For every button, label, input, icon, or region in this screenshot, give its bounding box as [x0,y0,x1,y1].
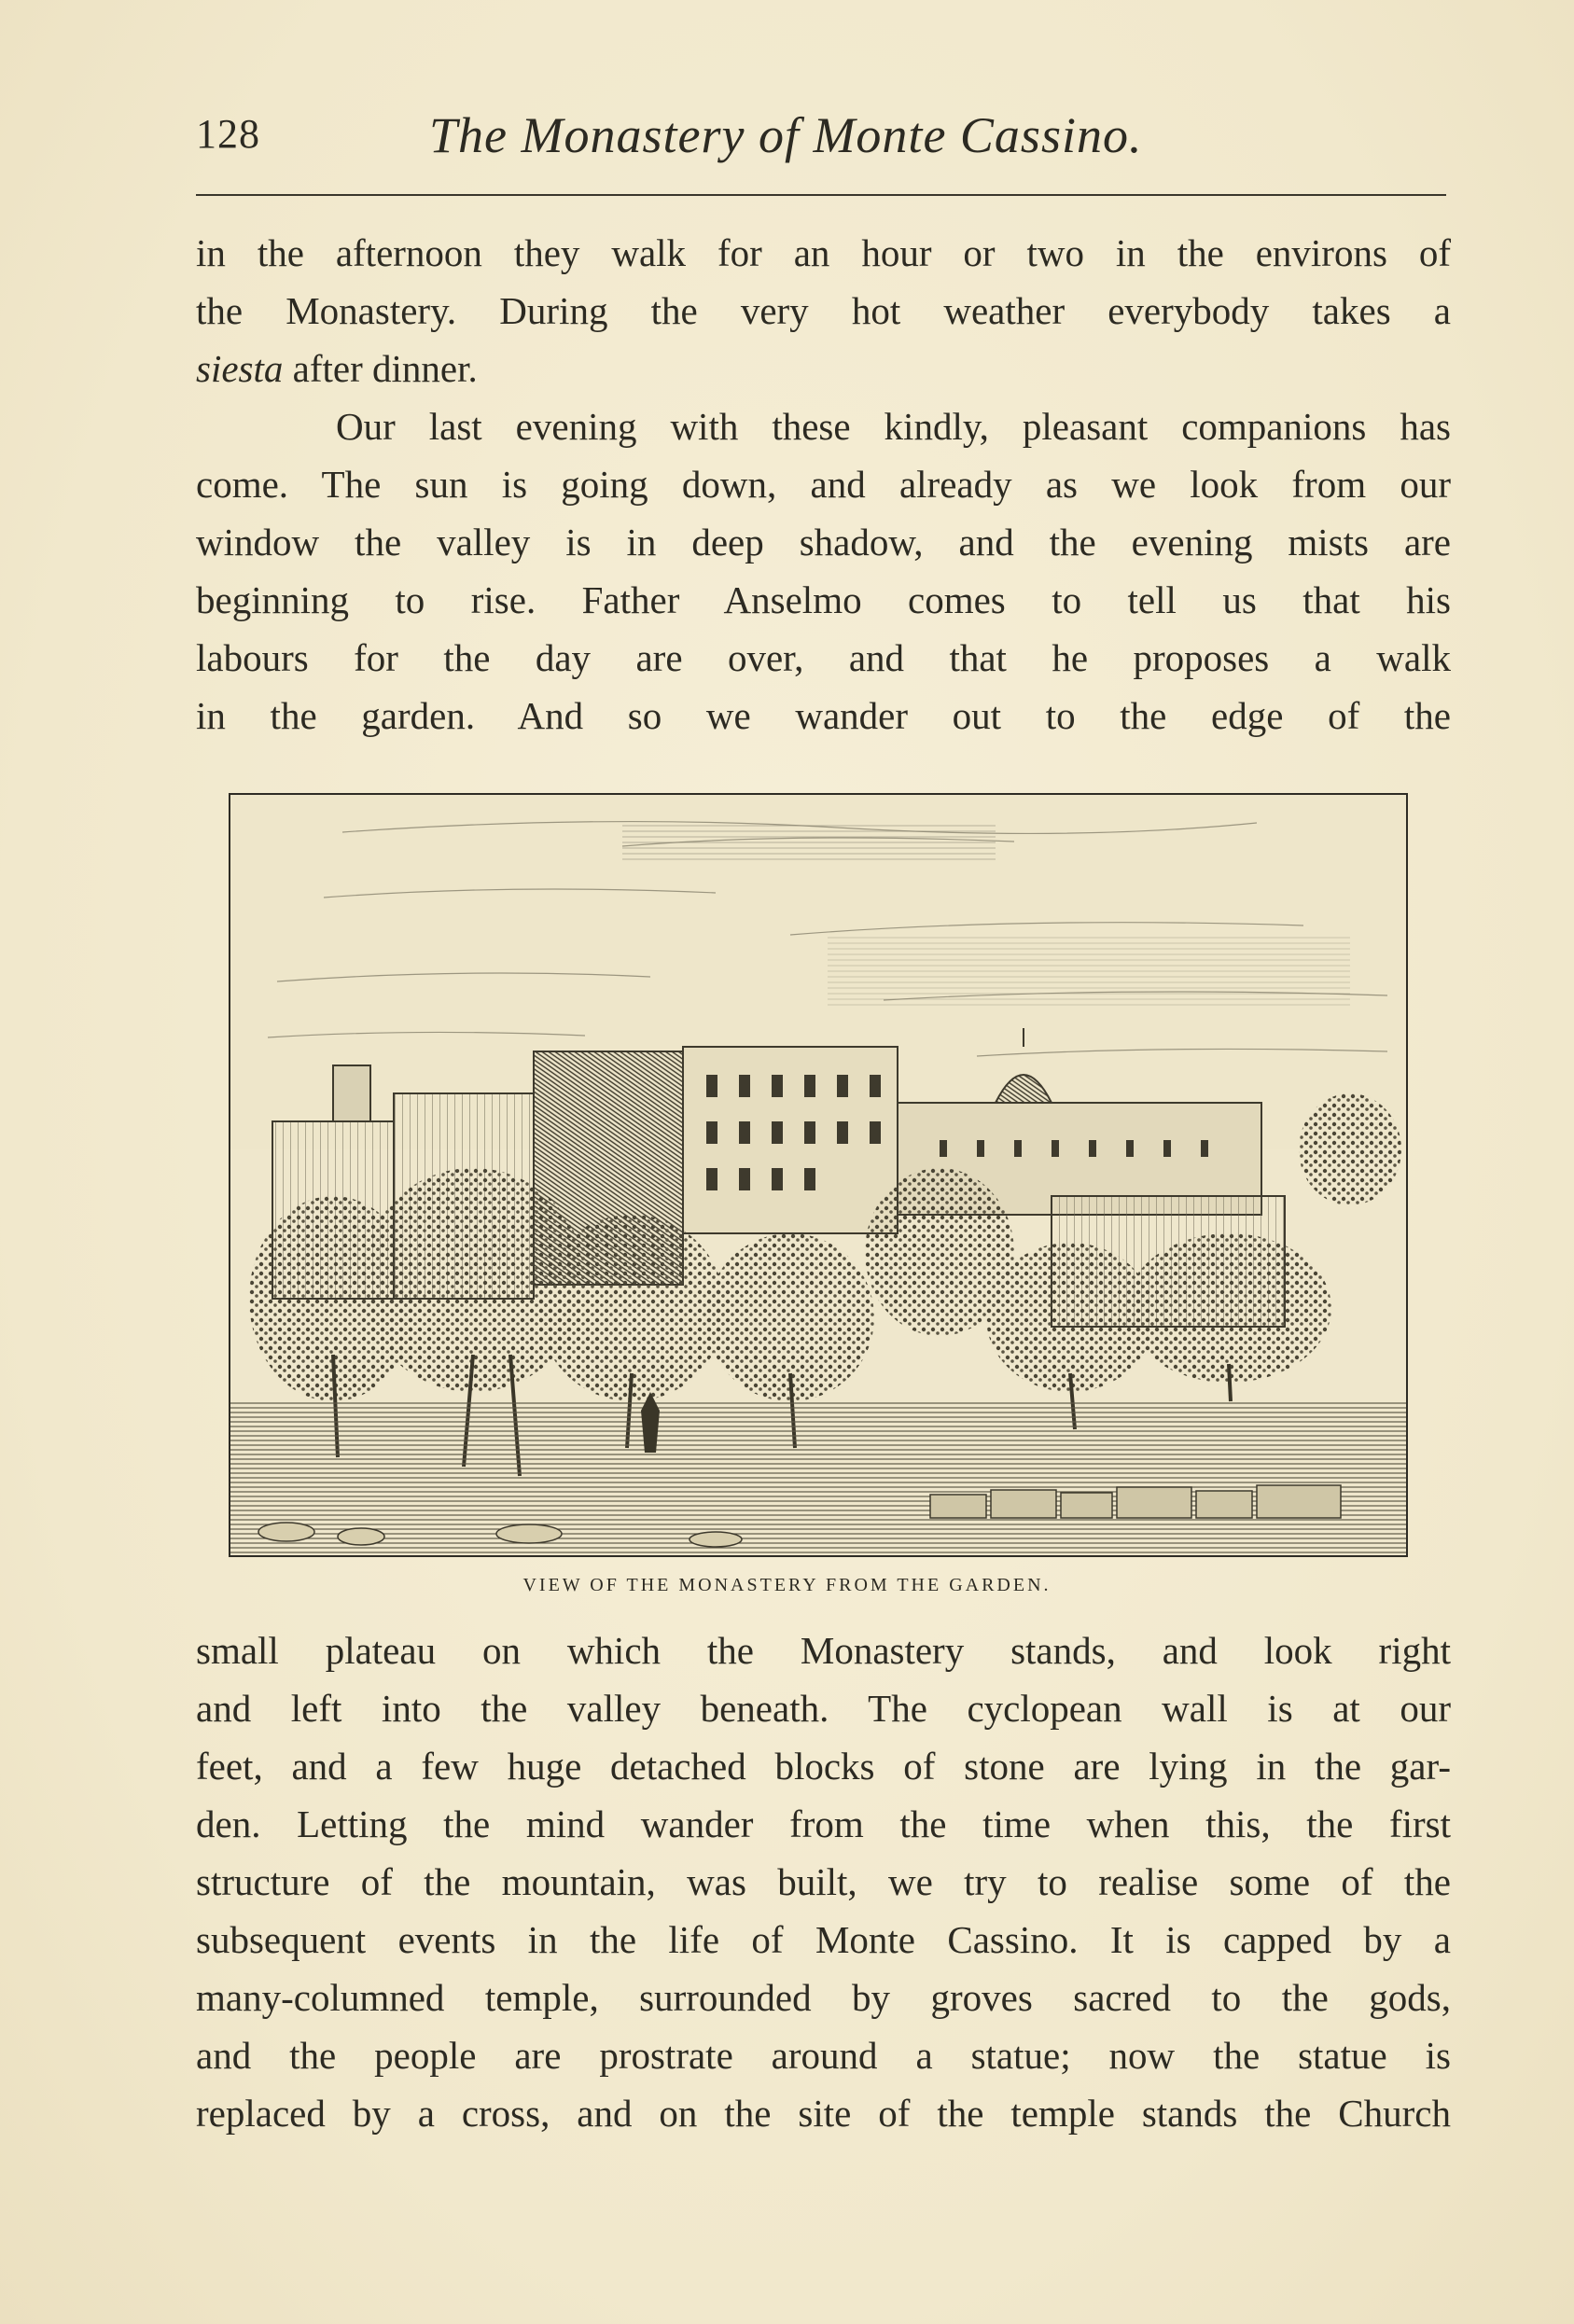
text-line: labours for the day are over, and that he proposes a walk [196,636,1451,679]
text-line: the Monastery. During the very hot weather everybody takes a [196,289,1451,332]
text-line: many-columned temple, surrounded by groves sacred to the gods, [196,1976,1451,2019]
top-text-block [196,224,1451,745]
engraving-illustration [229,793,1408,1557]
italic-word: siesta [196,347,284,390]
text-line: in the garden. And so we wander out to the edge of the [196,694,1451,737]
text-line: subsequent events in the life of Monte Cassino. It is capped by a [196,1918,1451,1961]
running-head [196,107,1446,175]
figure-caption: VIEW OF THE MONASTERY FROM THE GARDEN. [522,1575,1052,1595]
header-rule [196,194,1446,196]
text-line: beginning to rise. Father Anselmo comes to tell us that his [196,578,1451,621]
text-line: come. The sun is going down, and already as we look from our [196,463,1451,506]
text-line: feet, and a few huge detached blocks of stone are lying in the gar- [196,1745,1451,1788]
stone-wall [930,1485,1341,1518]
line-rest: after dinner. [283,347,478,390]
engraving-drawing [230,795,1406,1555]
text-line: structure of the mountain, was built, we try to realise some of the [196,1860,1451,1903]
bottom-text-block [196,1621,1451,2142]
text-line: in the afternoon they walk for an hour or two in the environs of [196,231,1451,274]
text-line: window the valley is in deep shadow, and the evening mists are [196,521,1451,564]
page-number: 128 [196,111,260,157]
text-line: and left into the valley beneath. The cyclopean wall is at our [196,1687,1451,1730]
paragraph-first-line: Our last evening with these kindly, pleasant companions has [336,405,1451,448]
text-line: replaced by a cross, and on the site of the temple stands the Church [196,2092,1451,2135]
running-title: The Monastery of Monte Cassino. [429,107,1143,163]
text-line [196,340,1451,397]
text-line: den. Letting the mind wander from the time when this, the first [196,1802,1451,1845]
text-line: small plateau on which the Monastery stands, and look right [196,1629,1451,1672]
text-line: and the people are prostrate around a statue; now the statue is [196,2034,1451,2077]
